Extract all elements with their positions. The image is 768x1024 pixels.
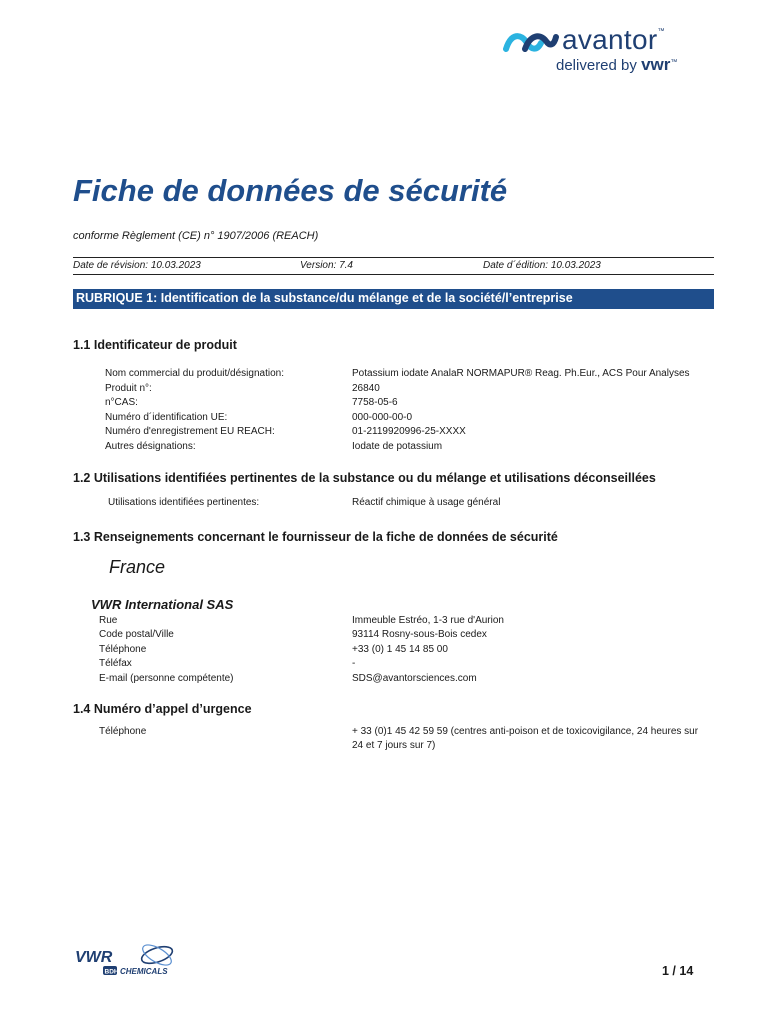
field-label: Téléphone (99, 644, 147, 655)
field-label: Produit n°: (105, 383, 152, 394)
version: Version: 7.4 (300, 260, 353, 271)
heading-1-2: 1.2 Utilisations identifiées pertinentes de la substance ou du mélange et utilisations déconseillées (73, 471, 656, 485)
field-value: Potassium iodate AnalaR NORMAPUR® Reag. Ph.Eur., ACS Pour Analyses (352, 368, 690, 379)
brand-tagline: delivered by vwr™ (556, 55, 678, 74)
field-value: 000-000-00-0 (352, 412, 413, 423)
heading-1-3: 1.3 Renseignements concernant le fournisseur de la fiche de données de sécurité (73, 530, 558, 544)
revision-date: Date de révision: 10.03.2023 (73, 260, 201, 271)
field-value: 93114 Rosny-sous-Bois cedex (352, 629, 487, 640)
document-subtitle: conforme Règlement (CE) n° 1907/2006 (REACH) (73, 230, 319, 242)
field-value: + 33 (0)1 45 42 59 59 (centres anti-poison et de toxicovigilance, 24 heures sur 24 et 7 jours sur 7) (352, 726, 699, 751)
field-label: Code postal/Ville (99, 629, 174, 640)
document-title: Fiche de données de sécurité (73, 173, 508, 208)
field-value: Réactif chimique à usage général (352, 497, 501, 508)
heading-1-1: 1.1 Identificateur de produit (73, 338, 237, 352)
field-label: Numéro d´identification UE: (105, 412, 228, 423)
divider-top (73, 257, 714, 258)
field-label: Utilisations identifiées pertinentes: (108, 497, 260, 508)
heading-1-4: 1.4 Numéro d’appel d’urgence (73, 702, 252, 716)
section-header: RUBRIQUE 1: Identification de la substance/du mélange et de la société/l’entreprise (76, 291, 573, 305)
page-number: 1 / 14 (662, 964, 694, 978)
field-label: E-mail (personne compétente) (99, 673, 234, 684)
avantor-wordmark: avantor™ (562, 24, 665, 55)
supplier-name: VWR International SAS (91, 597, 234, 612)
field-label: Rue (99, 615, 118, 626)
bdh-badge: BDH (104, 968, 119, 976)
supplier-country: France (109, 557, 166, 577)
field-value: SDS@avantorsciences.com (352, 673, 477, 684)
field-value: 01-2119920996-25-XXXX (352, 426, 466, 437)
edition-date: Date d´édition: 10.03.2023 (483, 260, 601, 271)
field-value: Immeuble Estréo, 1-3 rue d'Aurion (352, 615, 504, 626)
field-value: - (352, 658, 356, 669)
field-value: 7758-05-6 (352, 397, 398, 408)
field-label: Numéro d'enregistrement EU REACH: (105, 426, 275, 437)
vwr-chemicals-logo (73, 943, 177, 977)
divider-bottom (73, 274, 714, 275)
avantor-logo-mark (503, 29, 559, 55)
field-value: +33 (0) 1 45 14 85 00 (352, 644, 448, 655)
field-label: Téléfax (99, 658, 132, 669)
field-value: 26840 (352, 383, 380, 394)
field-label: Téléphone (99, 726, 147, 737)
field-label: Autres désignations: (105, 441, 196, 452)
chemicals-label: CHEMICALS (120, 967, 168, 976)
field-label: Nom commercial du produit/désignation: (105, 368, 284, 379)
field-label: n°CAS: (105, 397, 138, 408)
field-value: Iodate de potassium (352, 441, 443, 452)
vwr-logo-text: VWR (75, 949, 113, 966)
